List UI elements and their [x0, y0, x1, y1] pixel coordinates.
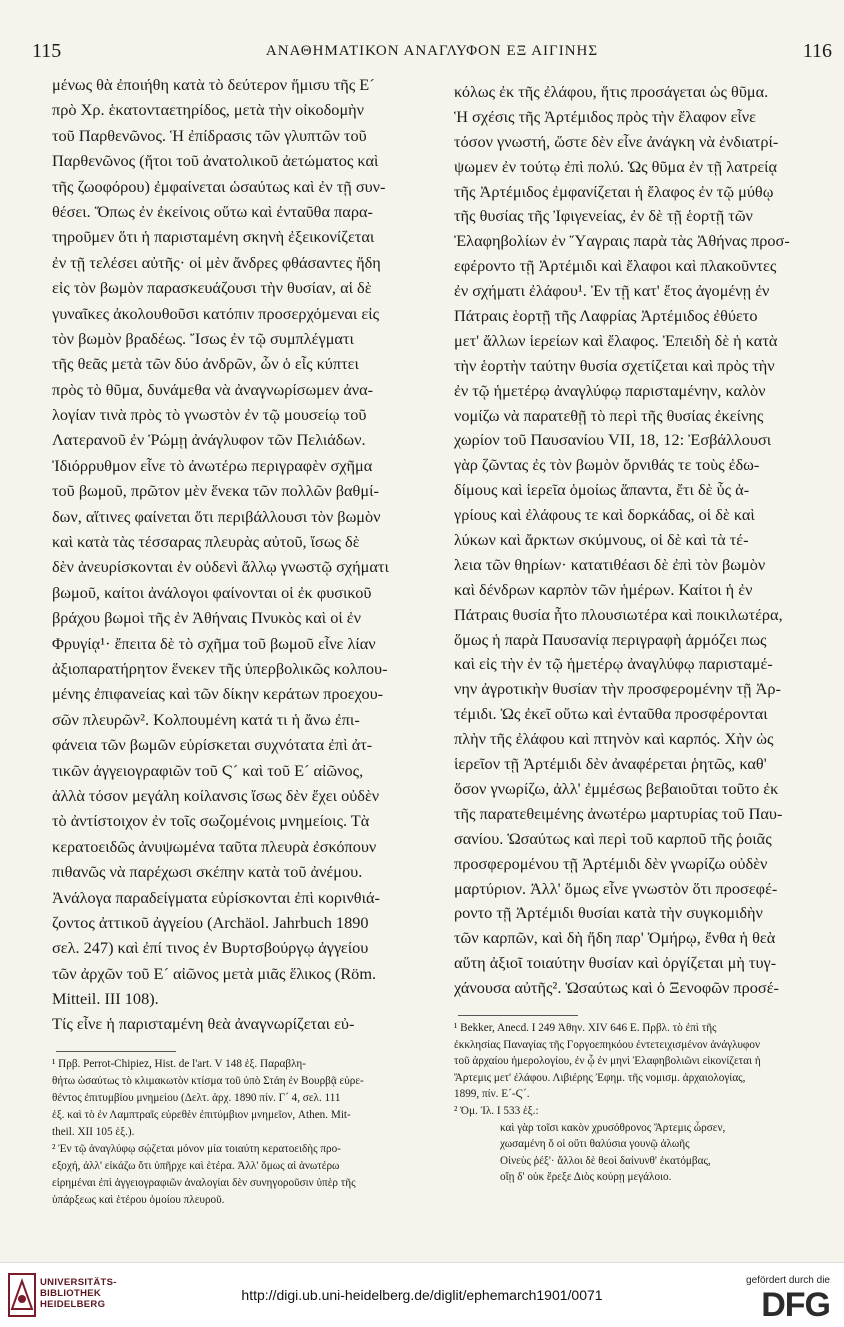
running-title: ΑΝΑΘΗΜΑΤΙΚΟΝ ΑΝΑΓΛΥΦΟΝ ΕΞ ΑΙΓΙΝΗΣ — [265, 43, 599, 59]
text-line: γρίους καὶ ἐλάφους τε καὶ δορκάδας, οἱ δὲ καὶ — [454, 505, 755, 525]
text-line: ἀλλὰ τόσον μεγάλη κοίλανσις ἴσως δὲν ἔχει οὐδὲν — [52, 785, 380, 805]
footnote-line: εξοχή, ἀλλ' εἰκάζω ὅτι ὑπῆρχε καὶ ἑτέρα. Ἀλλ' ὅμως αἱ ἀνωτέρω — [52, 1159, 340, 1172]
footnote-line: εἰρημέναι ἐπὶ ἀγγειογραφιῶν ἀναλογίαι δὲν συνηγοροῦσιν ὑπὲρ τῆς — [52, 1176, 356, 1189]
text-line: Ἀνάλογα παραδείγματα εὑρίσκονται ἐπὶ κορινθιά- — [52, 887, 380, 907]
text-line: τῆς ζωοφόρου) ἐμφαίνεται ὡσαύτως καὶ ἐν τῇ συν- — [52, 176, 386, 196]
text-line: κόλως ἐκ τῆς ἐλάφου, ἥτις προσάγεται ὡς θῦμα. — [454, 82, 769, 101]
footnote-line: ² Ὁμ. Ἰλ. I 533 ἑξ.: — [454, 1104, 539, 1117]
text-line: ἐν τῷ ἡμετέρῳ ἀναγλύφῳ παρισταμένην, καλὸν — [454, 380, 766, 400]
text-line: τηροῦμεν ὅτι ἡ παρισταμένη σκηνὴ ἐξεικονίζεται — [52, 227, 375, 247]
text-line: Φρυγίᾳ¹· ἔπειτα δὲ τὸ σχῆμα τοῦ βωμοῦ εἶνε λίαν — [52, 633, 376, 653]
footnote-line: Ἄρτεμις μετ' ἐλάφου. Λιβιέρης Ἐφημ. τῆς νομισμ. ἀρχαιολογίας, — [454, 1071, 746, 1084]
text-line: Ἰδιόρρυθμον εἶνε τὸ ἀνωτέρω περιγραφὲν σχῆμα — [52, 455, 373, 475]
text-line: τόσον γνωστή, ὥστε δὲν εἶνε ἀνάγκη νὰ ἐνδιατρί- — [454, 131, 779, 151]
text-line: τὸν βωμὸν βραδέως. Ἴσως ἐν τῷ συμπλέγματι — [52, 328, 354, 348]
text-line: καὶ κατὰ τὰς τέσσαρας πλευρὰς αὐτοῦ, ἴσως δὲ — [52, 532, 360, 552]
footnote-line: ¹ Bekker, Anecd. I 249 Ἀθην. XIV 646 Ε. Πρβλ. τὸ ἐπὶ τῆς — [454, 1021, 717, 1034]
text-line: γὰρ ζῶντας ἐς τὸν βωμὸν ὄρνιθάς τε τοὺς ἐδω- — [454, 455, 760, 475]
left-column — [52, 72, 406, 1209]
text-line: εἰς τὸν βωμὸν παρασκευάζουσι τὴν θυσίαν, αἱ δὲ — [52, 278, 372, 298]
text-line: λεια τῶν θηρίων· κατατιθέασι δὲ ἐπὶ τὸν βωμὸν — [454, 554, 766, 574]
footnote-line: ἑξ. καὶ τὸ ἐν Λαμπτραῖς εὑρεθὲν ἐπιτύμβιον μνημεῖον, Athen. Mit- — [52, 1108, 351, 1121]
text-line: Πάτραις ἑορτῇ τῆς Λαφρίας Ἀρτέμιδος ἐθύετο — [454, 306, 758, 326]
spacer — [52, 1037, 406, 1045]
footnote-line: τοῦ ἀρχαίου ἡμερολογίου, ἐν ᾧ ἐν μηνὶ Ἐλαφηβολιῶνι εἰκονίζεται ἡ — [454, 1055, 761, 1068]
dfg-logo: DFG — [761, 1286, 830, 1324]
verse-line: οἴῃ δ' οὐκ ἔρεξε Διὸς κούρῃ μεγάλοιο. — [500, 1171, 672, 1184]
library-name-line: UNIVERSITÄTS- — [40, 1277, 117, 1288]
funded-by-label: gefördert durch die — [746, 1275, 830, 1286]
text-line: Ἐλαφηβολίων ἐν Ὕαγραις παρὰ τὰς Ἀθήνας προσ- — [454, 231, 790, 251]
verse-line: Οἰνεὺς ῥέξ'· ἄλλοι δὲ θεοὶ δαίνυνθ' ἑκατόμβας, — [500, 1154, 711, 1167]
text-line: χάνουσα αὐτῆς². Ὡσαύτως καὶ ὁ Ξενοφῶν προσέ- — [454, 978, 779, 998]
text-line: Ἡ σχέσις τῆς Ἀρτέμιδος πρὸς τὴν ἔλαφον εἶνε — [454, 106, 756, 126]
text-line: ἱερεῖον τῇ Ἀρτέμιδι δὲν ἀναφέρεται ῥητῶς, καθ' — [454, 754, 767, 774]
text-line: τέμιδι. Ὡς ἐκεῖ οὕτω καὶ ἐνταῦθα προσφέρονται — [454, 704, 768, 724]
footnote-line: 1899, πίν. Ε´-Ϛ´. — [454, 1088, 530, 1101]
text-line: τῆς θεᾶς μετὰ τῶν δύο ἀνδρῶν, ὧν ὁ εἷς κύπτει — [52, 354, 359, 374]
text-line: σελ. 247) καὶ ἐπί τινος ἐν Βυρτσβούργῳ ἀγγείου — [52, 938, 369, 958]
text-line: ζοντος ἀττικοῦ ἀγγείου (Archäol. Jahrbuch 1890 — [52, 912, 369, 932]
text-line: Παρθενῶνος (ἤτοι τοῦ ἀνατολικοῦ ἀετώματος καὶ — [52, 151, 379, 171]
verse-line: καὶ γὰρ τοῖσι κακὸν χρυσόθρονος Ἄρτεμις ὦρσεν, — [500, 1121, 726, 1134]
text-line: εφέροντο τῇ Ἀρτέμιδι καὶ ἔλαφοι καὶ πλακοῦντες — [454, 256, 777, 276]
text-line: τικῶν ἀγγειογραφιῶν τοῦ Ϛ´ καὶ τοῦ Ε´ αἰῶνος, — [52, 760, 364, 780]
spacer — [454, 1001, 816, 1009]
text-line: Τίς εἶνε ἡ παρισταμένη θεὰ ἀναγνωρίζεται εὐ- — [52, 1014, 355, 1034]
text-line: τοῦ Παρθενῶνος. Ἡ ἐπίδρασις τῶν γλυπτῶν τοῦ — [52, 125, 367, 145]
text-line: ροντο τῇ Ἀρτέμιδι θυσίαι κατὰ τὴν συγκομιδὴν — [454, 903, 763, 923]
text-line: καὶ εἰς τὴν ἐν τῷ ἡμετέρῳ ἀναγλύφῳ παρισταμέ- — [454, 654, 773, 674]
text-line: ἐν σχήματι ἐλάφου¹. Ἐν τῇ κατ' ἔτος ἀγομένῃ ἐν — [454, 281, 770, 301]
footnote-line: ἐκκλησίας Παναγίας τῆς Γοργοεπηκόου ἐντετειχισμένον ἀνάγλυφον — [454, 1038, 761, 1051]
text-line: μένης ἐπιφανείας καὶ τῶν δίκην κεράτων προεχου- — [52, 684, 384, 704]
text-line: Πάτραις θυσία ἦτο πλουσιωτέρα καὶ ποικιλωτέρα, — [454, 604, 783, 624]
library-name-line: HEIDELBERG — [40, 1299, 106, 1310]
text-line: τῆς παρατεθειμένης ἀνωτέρω μαρτυρίας τοῦ Παυ- — [454, 803, 783, 823]
left-page-number: 115 — [32, 40, 62, 62]
text-line: τῆς Ἀρτέμιδος ἐμφανίζεται ἡ ἔλαφος ἐν τῷ μύθῳ — [454, 181, 774, 201]
verse-line: χωσαμένη ὅ οἱ οὔτι θαλύσια γουνῷ ἀλωῆς — [500, 1138, 690, 1151]
text-line: προσφερομένου τῇ Ἀρτέμιδι δὲν γνωρίζω οὐδὲν — [454, 853, 768, 873]
text-line: τῶν καρπῶν, καὶ δὴ ἤδη παρ' Ὁμήρῳ, ἔνθα ἡ θεὰ — [454, 928, 776, 948]
text-line: δίμους καὶ ἱερεῖα ὁμοίως ἅπαντα, ἔτι δὲ ὗς ἀ- — [454, 480, 750, 500]
page-header — [32, 40, 832, 64]
text-line: πρὸς τὸ θῦμα, δυνάμεθα νὰ ἀναγνωρίσωμεν ἀνα- — [52, 379, 374, 399]
text-line: τὸ ἀντίστοιχον ἐν τοῖς σωζομένοις μνημείοις. Τὰ — [52, 811, 370, 831]
text-line: χωρίον τοῦ Παυσανίου VII, 18, 12: Ἐσβάλλουσι — [454, 430, 772, 450]
text-line: σῶν πλευρῶν². Κολπουμένη κατά τι ἡ ἄνω ἐπι- — [52, 709, 360, 729]
text-line: κερατοειδῶς ἀνυψωμένα ταῦτα πλευρὰ ἐσκόπουν — [52, 836, 377, 856]
text-line: ἐν τῇ τελέσει αὐτῆς· οἱ μὲν ἄνδρες φθάσαντες ἤδη — [52, 252, 381, 272]
text-line: λύκων καὶ ἄρκτων σκύμνους, οἱ δὲ καὶ τὰ τέ- — [454, 530, 749, 550]
right-page-number: 116 — [802, 40, 832, 62]
text-line: ψωμεν ἐν τούτῳ ἐπὶ πολύ. Ὡς θῦμα ἐν τῇ λατρείᾳ — [454, 156, 778, 176]
text-line: ἀξιοπαρατήρητον ἕνεκεν τῆς ὑπερβολικῶς κολπου- — [52, 658, 388, 678]
text-line: Mitteil. III 108). — [52, 989, 159, 1009]
text-line: βωμοῦ, καίτοι ἀνάλογοι φαίνονται οἱ ἐκ φυσικοῦ — [52, 582, 372, 602]
footnote-line: ὑπάρξεως καὶ ἑτέρου ὁμοίου πλευροῦ. — [52, 1193, 225, 1206]
library-name-line: BIBLIOTHEK — [40, 1288, 102, 1299]
text-line: μαρτύριον. Ἀλλ' ὅμως εἶνε γνωστὸν ὅτι προσεφέ- — [454, 878, 778, 898]
text-line: νομίζω νὰ παρατεθῇ τὸ περὶ τῆς θυσίας ἐκείνης — [454, 405, 764, 425]
text-line: τῆς θυσίας τῆς Ἰφιγενείας, ἐν δὲ τῇ ἑορτῇ τῶν — [454, 206, 753, 226]
text-line: λογίαν τινὰ πρὸς τὸ γνωστὸν ἐν τῷ μουσείῳ τοῦ — [52, 405, 367, 425]
text-line: θέσει. Ὅπως ἐν ἐκείνοις οὕτω καὶ ἐνταῦθα παρα- — [52, 201, 373, 221]
text-line: δὲν ἀνευρίσκονται ἐν οὐδενὶ ἄλλῳ γνωστῷ σχήματι — [52, 557, 389, 577]
text-line: αὕτη ἀξιοῖ τοιαύτην θυσίαν καὶ ὀργίζεται μὴ τυγ- — [454, 953, 777, 973]
footnote-line: θέντος ἐπιτυμβίου μνημείου (Δελτ. ἀρχ. 1890 πίν. Γ´ 4, σελ. 111 — [52, 1091, 341, 1104]
text-line: ὅσον γνωρίζω, ἀλλ' ἐμμέσως βεβαιοῦται τοῦτο ἐκ — [454, 778, 779, 798]
text-line: πιθανῶς νὰ παρέχωσι σκέπην κατὰ τοῦ ἀνέμου. — [52, 862, 363, 882]
text-line: πλὴν τῆς ἐλάφου καὶ πτηνὸν καὶ καρπός. Χὴν ὡς — [454, 729, 774, 749]
text-line: τῶν ἀρχῶν τοῦ Ε´ αἰῶνος μετὰ μιᾶς ἕλικος (Röm. — [52, 963, 377, 983]
footnote-line: θήτω ὡσαύτως τὸ κλιμακωτὸν κτίσμα τοῦ ὑπὸ Στάη ἐν Βουρβᾷ εὑρε- — [52, 1074, 364, 1087]
text-line: γυναῖκες ἀκολουθοῦσι κατόπιν προσερχόμεναι εἰς — [52, 303, 380, 323]
text-line: φάνεια τῶν βωμῶν εὑρίσκεται συχνότατα ἐπὶ ἀτ- — [52, 735, 373, 755]
text-line: Λατερανοῦ ἐν Ῥώμῃ ἀνάγλυφον τῶν Πελιάδων. — [52, 430, 366, 450]
text-line: νην ἀγροτικὴν θυσίαν τὴν προσφερομένην τῇ Ἀρ- — [454, 679, 781, 699]
text-line: τὴν ἑορτὴν ταύτην θυσία σχετίζεται καὶ πρὸς τὴν — [454, 355, 775, 375]
text-line: ὅμως ἡ παρὰ Παυσανίᾳ περιγραφὴ ἁρμόζει πως — [454, 629, 767, 649]
text-line: μετ' ἄλλων ἱερείων καὶ ἔλαφος. Ἐπειδὴ δὲ ἡ κατὰ — [454, 330, 778, 350]
text-line: καὶ δένδρων καρπὸν τῶν ἡμέρων. Καίτοι ἡ ἐν — [454, 579, 753, 599]
right-column — [454, 80, 816, 1186]
text-line: σανίου. Ὡσαύτως καὶ περὶ τοῦ καρποῦ τῆς ῥοιᾶς — [454, 828, 772, 848]
footnote-separator — [56, 1051, 176, 1052]
footnote-line: ¹ Πρβ. Perrot-Chipiez, Hist. de l'art. V 148 ἑξ. Παραβλη- — [52, 1057, 306, 1070]
text-line: βράχου βωμοὶ τῆς ἐν Ἀθήναις Πνυκὸς καὶ οἱ ἐν — [52, 608, 361, 628]
text-line: δων, αἵτινες φαίνεται ὅτι περιβάλλουσι τὸν βωμὸν — [52, 506, 381, 526]
footnote-separator — [458, 1015, 578, 1016]
text-line: πρὸ Χρ. ἑκατονταετηρίδος, μετὰ τὴν οἰκοδομὴν — [52, 100, 365, 120]
footnote-line: ² Ἐν τῷ ἀναγλύφῳ σῴζεται μόνον μία τοιαύτη κερατοειδὴς προ- — [52, 1142, 341, 1155]
permalink-url[interactable]: http://digi.ub.uni-heidelberg.de/diglit/ephemarch1901/0071 — [241, 1287, 603, 1303]
text-line: τοῦ βωμοῦ, πρῶτον μὲν ἕνεκα τῶν πολλῶν βαθμί- — [52, 481, 379, 501]
viewer-footer — [0, 1262, 844, 1327]
footnote-line: theil. XII 105 ἑξ.). — [52, 1125, 135, 1138]
text-line: μένως θὰ ἐποιήθη κατὰ τὸ δεύτερον ἥμισυ τῆς Ε´ — [52, 75, 375, 94]
